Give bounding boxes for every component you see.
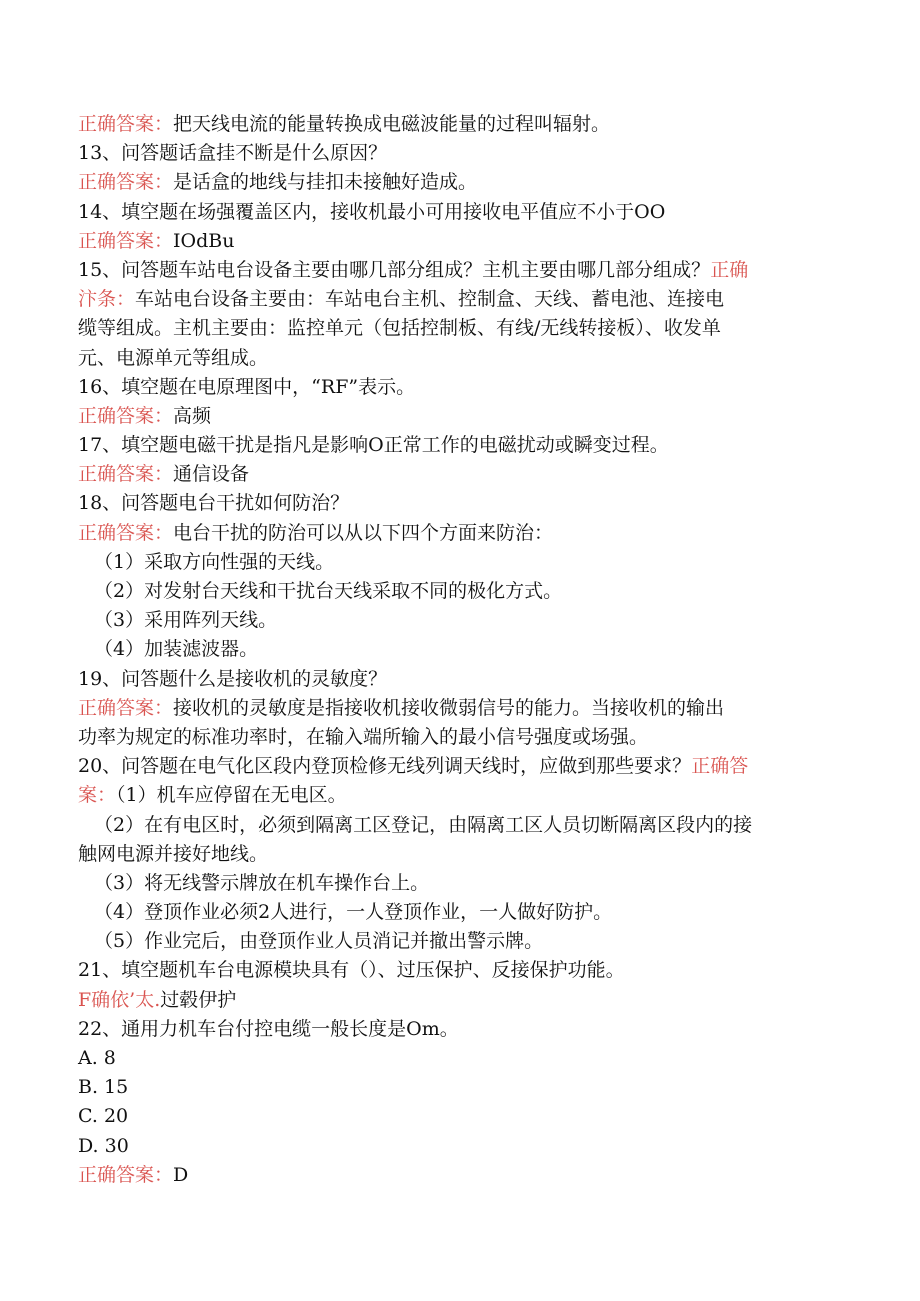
text-line bbox=[78, 1073, 838, 1102]
answer-label: 案： bbox=[78, 784, 117, 807]
answer-label: 正确答案： bbox=[78, 171, 174, 194]
line-text: 20、问答题在电气化区段内登顶检修无线列调天线时，应做到那些要求？ bbox=[78, 755, 692, 778]
line-text: 接收机的灵敏度是指接收机接收微弱信号的能力。当接收机的输出 bbox=[173, 696, 725, 719]
line-text: 缆等组成。主机主要由：监控单元（包括控制板、有线/无线转接板）、收发单 bbox=[78, 317, 721, 340]
text-line bbox=[78, 227, 838, 256]
line-text: 13、问答题话盒挂不断是什么原因？ bbox=[78, 142, 388, 165]
answer-label: 正确答案： bbox=[78, 229, 174, 252]
text-line bbox=[78, 723, 838, 752]
line-text: 是话盒的地线与挂扣未接触好造成。 bbox=[173, 171, 478, 194]
text-line bbox=[78, 198, 838, 227]
text-line bbox=[78, 986, 838, 1015]
line-text: （4）加装滤波器。 bbox=[94, 638, 259, 661]
text-line bbox=[78, 927, 838, 956]
text-line bbox=[78, 373, 838, 402]
answer-label: 正确答案： bbox=[78, 1163, 174, 1186]
text-line bbox=[78, 781, 838, 810]
line-text: （1）采取方向性强的天线。 bbox=[94, 550, 335, 573]
text-line bbox=[78, 139, 838, 168]
text-line bbox=[78, 402, 838, 431]
line-text: 把天线电流的能量转换成电磁波能量的过程叫辐射。 bbox=[173, 113, 611, 135]
line-text: 功率为规定的标准功率时，在输入端所输入的最小信号强度或场强。 bbox=[78, 725, 649, 748]
text-line bbox=[78, 344, 838, 373]
answer-label: 正确答案： bbox=[78, 696, 174, 719]
text-line bbox=[78, 840, 838, 869]
line-text: D bbox=[173, 1163, 189, 1186]
line-text: （3）采用阵列天线。 bbox=[94, 609, 278, 632]
line-text: 19、问答题什么是接收机的灵敏度？ bbox=[78, 667, 388, 690]
answer-label: 正确 bbox=[710, 258, 749, 281]
line-text: （2）在有电区时，必须到隔离工区登记，由隔离工区人员切断隔离区段内的接 bbox=[94, 813, 753, 836]
text-line bbox=[78, 314, 838, 343]
line-text: 元、电源单元等组成。 bbox=[78, 346, 269, 369]
text-line bbox=[78, 635, 838, 664]
text-line bbox=[78, 665, 838, 694]
line-text: 22、通用力机车台付控电缆一般长度是Om｡ bbox=[78, 1017, 450, 1040]
text-line bbox=[78, 519, 838, 548]
text-line bbox=[78, 431, 838, 460]
text-line bbox=[78, 606, 838, 635]
text-line bbox=[78, 956, 838, 985]
text-line bbox=[78, 1015, 838, 1044]
line-text: 高频 bbox=[173, 404, 212, 427]
text-line bbox=[78, 1161, 838, 1190]
line-text: 过毂伊护 bbox=[160, 988, 237, 1011]
text-line bbox=[78, 168, 838, 197]
answer-label: 正确答案： bbox=[78, 404, 174, 427]
text-line bbox=[78, 869, 838, 898]
text-line bbox=[78, 256, 838, 285]
text-line bbox=[78, 898, 838, 927]
line-text: 电台干扰的防治可以从以下四个方面来防治： bbox=[173, 521, 554, 544]
text-line bbox=[78, 1102, 838, 1131]
text-line bbox=[78, 811, 838, 840]
text-line bbox=[78, 694, 838, 723]
text-line bbox=[78, 752, 838, 781]
text-line bbox=[78, 1132, 838, 1161]
line-text: 18、问答题电台干扰如何防治？ bbox=[78, 492, 350, 515]
line-text: D. 30 bbox=[78, 1134, 129, 1157]
line-text: （1）机车应停留在无电区。 bbox=[116, 784, 347, 807]
line-text: 车站电台设备主要由：车站电台主机、控制盒、天线、蓄电池、连接电 bbox=[135, 288, 725, 311]
answer-label: 正确答 bbox=[691, 755, 749, 778]
document-page bbox=[78, 110, 838, 1190]
line-text: 15、问答题车站电台设备主要由哪几部分组成？主机主要由哪几部分组成？ bbox=[78, 258, 711, 281]
line-text: A. 8 bbox=[78, 1047, 116, 1069]
line-text: IOdBu bbox=[173, 229, 235, 252]
line-text: C. 20 bbox=[78, 1105, 129, 1128]
answer-label: 正确答案： bbox=[78, 463, 174, 486]
text-line bbox=[78, 460, 838, 489]
line-text: （5）作业完后，由登顶作业人员消记并撤出警示牌。 bbox=[94, 930, 544, 953]
answer-label: 汴条： bbox=[78, 288, 136, 311]
line-text: （3）将无线警示牌放在机车操作台上。 bbox=[94, 871, 430, 894]
text-line bbox=[78, 577, 838, 606]
text-line bbox=[78, 1044, 838, 1073]
line-text: （4）登顶作业必须2人进行，一人登顶作业，一人做好防护。 bbox=[94, 901, 613, 924]
answer-label: 正确答案： bbox=[78, 521, 174, 544]
line-text: 14、填空题在场强覆盖区内，接收机最小可用接收电平值应不小于OO bbox=[78, 200, 666, 223]
line-text: 触网电源并接好地线。 bbox=[78, 842, 269, 865]
text-line bbox=[78, 285, 838, 314]
answer-label: F确依’太. bbox=[78, 988, 161, 1011]
text-line bbox=[78, 489, 838, 518]
line-text: 21、填空题机车台电源模块具有（）、过压保护、反接保护功能。 bbox=[78, 959, 625, 982]
line-text: 16、填空题在电原理图中，“RF”表示。 bbox=[78, 375, 416, 398]
line-text: 17、填空题电磁干扰是指凡是影响O正常工作的电磁扰动或瞬变过程。 bbox=[78, 434, 669, 457]
answer-label: 正确答案： bbox=[78, 113, 174, 135]
line-text: B. 15 bbox=[78, 1076, 129, 1099]
line-text: 通信设备 bbox=[173, 463, 250, 486]
text-line bbox=[78, 110, 838, 139]
text-line bbox=[78, 548, 838, 577]
line-text: （2）对发射台天线和干扰台天线采取不同的极化方式。 bbox=[94, 580, 563, 602]
